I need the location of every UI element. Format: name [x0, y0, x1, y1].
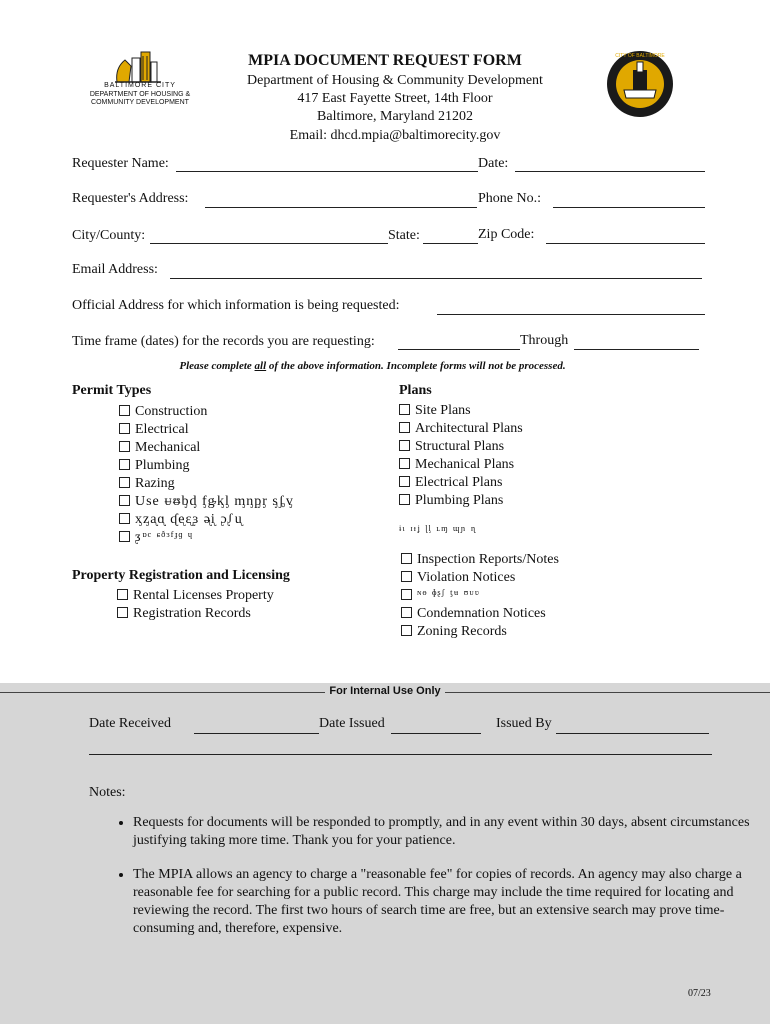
checkbox-icon[interactable]	[399, 440, 410, 451]
notes-list	[95, 814, 753, 954]
property-heading: Property Registration and Licensing	[72, 568, 290, 583]
checkbox-icon[interactable]	[119, 423, 130, 434]
plan-architectural[interactable]	[399, 420, 523, 438]
official-address-label: Official Address for which information is being requested:	[72, 298, 400, 313]
permit-electrical-label: Electrical	[135, 422, 189, 437]
timeframe-label: Time frame (dates) for the records you are requesting:	[72, 334, 375, 349]
checkbox-icon[interactable]	[119, 495, 130, 506]
permit-other-1-label: ᶍᶎᶏᶐ ᶑᶒᶓᶔ ᶕᶖ ᶗᶘᶙ	[135, 512, 243, 527]
plan-structural[interactable]	[399, 438, 523, 456]
form-version: 07/23	[688, 988, 711, 999]
permit-electrical[interactable]	[119, 421, 294, 439]
permit-construction-label: Construction	[135, 404, 208, 419]
plan-mechanical[interactable]	[399, 456, 523, 474]
permit-use[interactable]	[119, 493, 294, 511]
requester-name-label: Requester Name:	[72, 156, 169, 171]
note-item: • The MPIA allows an agency to charge a "reasonable fee" for copies of records. An agency may also charge a reasonable fee for searching for a public record. This charge may include the time required for locating and reviewing the record. The first two hours of search time are free, but an extensive search may prove time-consuming and, therefore, expensive.	[133, 866, 753, 938]
header-city: Baltimore, Maryland 21202	[317, 109, 473, 124]
official-address-field[interactable]	[437, 298, 705, 315]
condemnation-notices-label: Condemnation Notices	[417, 606, 546, 621]
inspections-list	[401, 551, 559, 641]
city-county-label: City/County:	[72, 228, 146, 243]
address-field[interactable]	[205, 191, 477, 208]
zip-field[interactable]	[546, 227, 705, 244]
plan-plumbing-label: Plumbing Plans	[415, 493, 504, 508]
permit-other-1[interactable]	[119, 511, 294, 529]
completion-notice	[0, 360, 745, 372]
garbled-item[interactable]	[401, 587, 559, 605]
checkbox-icon[interactable]	[399, 422, 410, 433]
notice-all: all	[254, 360, 267, 372]
plan-electrical-label: Electrical Plans	[415, 475, 503, 490]
city-county-field[interactable]	[150, 228, 388, 244]
permit-mechanical-label: Mechanical	[135, 440, 201, 455]
logo-dept-line1: DEPARTMENT OF HOUSING &	[89, 91, 191, 98]
property-registration[interactable]	[117, 605, 274, 623]
inspections-heading: ᶤᶥ ᶦᶧᶨ ᶩᶪ ᶫᶬ ᶭᶮ ᶯ	[399, 524, 477, 539]
logo-city-text: BALTIMORE CITY	[104, 82, 176, 89]
permit-plumbing-label: Plumbing	[135, 458, 190, 473]
internal-use-text: For Internal Use Only	[325, 685, 444, 697]
checkbox-icon[interactable]	[119, 477, 130, 488]
note-item: • Requests for documents will be responded to promptly, and in any event within 30 days, absent circumstances justifying taking more time. Thank you for your patience.	[133, 814, 753, 850]
notes-label: Notes:	[89, 785, 126, 800]
plan-plumbing[interactable]	[399, 492, 523, 510]
timeframe-start-field[interactable]	[398, 334, 520, 350]
inspection-reports[interactable]	[401, 551, 559, 569]
checkbox-icon[interactable]	[117, 589, 128, 600]
permit-plumbing[interactable]	[119, 457, 294, 475]
garbled-item-label: ᶰᶱ ᶲᶳᶴ ᶵᶶ ᶷᶸᶹ	[417, 588, 480, 603]
email-field[interactable]	[170, 262, 702, 279]
zoning-records-label: Zoning Records	[417, 624, 507, 639]
checkbox-icon[interactable]	[399, 458, 410, 469]
internal-extra-line[interactable]	[89, 740, 712, 755]
issued-by-label: Issued By	[496, 716, 552, 731]
address-label: Requester's Address:	[72, 191, 189, 206]
violation-notices-label: Violation Notices	[417, 570, 516, 585]
plan-architectural-label: Architectural Plans	[415, 421, 523, 436]
header-email: Email: dhcd.mpia@baltimorecity.gov	[289, 128, 501, 143]
checkbox-icon[interactable]	[117, 607, 128, 618]
date-received-field[interactable]	[194, 718, 319, 734]
date-field[interactable]	[515, 156, 705, 172]
checkbox-icon[interactable]	[119, 531, 130, 542]
condemnation-notices[interactable]	[401, 605, 559, 623]
property-list	[117, 587, 274, 623]
violation-notices[interactable]	[401, 569, 559, 587]
through-label: Through	[520, 333, 569, 348]
permit-razing[interactable]	[119, 475, 294, 493]
date-label: Date:	[478, 156, 509, 171]
checkbox-icon[interactable]	[119, 513, 130, 524]
permit-use-label: Use ᵾᵿᶀᶁ ᶂᶃᶄᶅ ᶆᶇᶈᶉ ᶊᶋᶌ	[135, 494, 294, 509]
permit-types-heading: Permit Types	[72, 383, 152, 398]
permit-razing-label: Razing	[135, 476, 175, 491]
date-issued-label: Date Issued	[319, 716, 385, 731]
plan-mechanical-label: Mechanical Plans	[415, 457, 515, 472]
permit-other-2[interactable]	[119, 529, 294, 547]
requester-name-field[interactable]	[176, 156, 478, 172]
notice-post: of the above information. Incomplete forms will not be processed.	[266, 360, 566, 372]
inspection-reports-label: Inspection Reports/Notes	[417, 552, 559, 567]
header-dept: Department of Housing & Community Development	[247, 73, 543, 88]
form-title: MPIA DOCUMENT REQUEST FORM	[248, 52, 522, 69]
plan-electrical[interactable]	[399, 474, 523, 492]
date-issued-field[interactable]	[391, 718, 481, 734]
timeframe-end-field[interactable]	[574, 334, 699, 350]
phone-field[interactable]	[553, 191, 705, 208]
checkbox-icon[interactable]	[401, 607, 412, 618]
checkbox-icon[interactable]	[119, 405, 130, 416]
checkbox-icon[interactable]	[401, 625, 412, 636]
permit-construction[interactable]	[119, 403, 294, 421]
plan-site-label: Site Plans	[415, 403, 471, 418]
permit-mechanical[interactable]	[119, 439, 294, 457]
property-registration-label: Registration Records	[133, 606, 251, 621]
header-street: 417 East Fayette Street, 14th Floor	[297, 91, 493, 106]
plan-site[interactable]	[399, 402, 523, 420]
plan-structural-label: Structural Plans	[415, 439, 505, 454]
internal-use-label	[0, 685, 770, 697]
permit-other-2-label: ᶚᶛᶜ ᶝᶞᶟᶠᶡᶢ ᶣ	[135, 530, 194, 545]
checkbox-icon[interactable]	[119, 459, 130, 470]
seal-text: CITY OF BALTIMORE	[615, 53, 665, 59]
checkbox-icon[interactable]	[401, 589, 412, 600]
permit-types-list	[119, 403, 294, 547]
checkbox-icon[interactable]	[399, 476, 410, 487]
plans-heading: Plans	[399, 383, 432, 398]
property-rental[interactable]	[117, 587, 274, 605]
zip-label: Zip Code:	[478, 227, 535, 242]
checkbox-icon[interactable]	[119, 441, 130, 452]
property-rental-label: Rental Licenses Property	[133, 588, 274, 603]
phone-label: Phone No.:	[478, 191, 541, 206]
logo-dept-line2: COMMUNITY DEVELOPMENT	[91, 99, 189, 106]
zoning-records[interactable]	[401, 623, 559, 641]
state-field[interactable]	[423, 228, 478, 244]
checkbox-icon[interactable]	[401, 571, 412, 582]
checkbox-icon[interactable]	[399, 494, 410, 505]
state-label: State:	[388, 228, 420, 243]
notice-pre: Please complete	[179, 360, 255, 372]
checkbox-icon[interactable]	[399, 404, 410, 415]
checkbox-icon[interactable]	[401, 553, 412, 564]
plans-list	[399, 402, 523, 510]
issued-by-field[interactable]	[556, 718, 709, 734]
email-label: Email Address:	[72, 262, 158, 277]
date-received-label: Date Received	[89, 716, 172, 731]
